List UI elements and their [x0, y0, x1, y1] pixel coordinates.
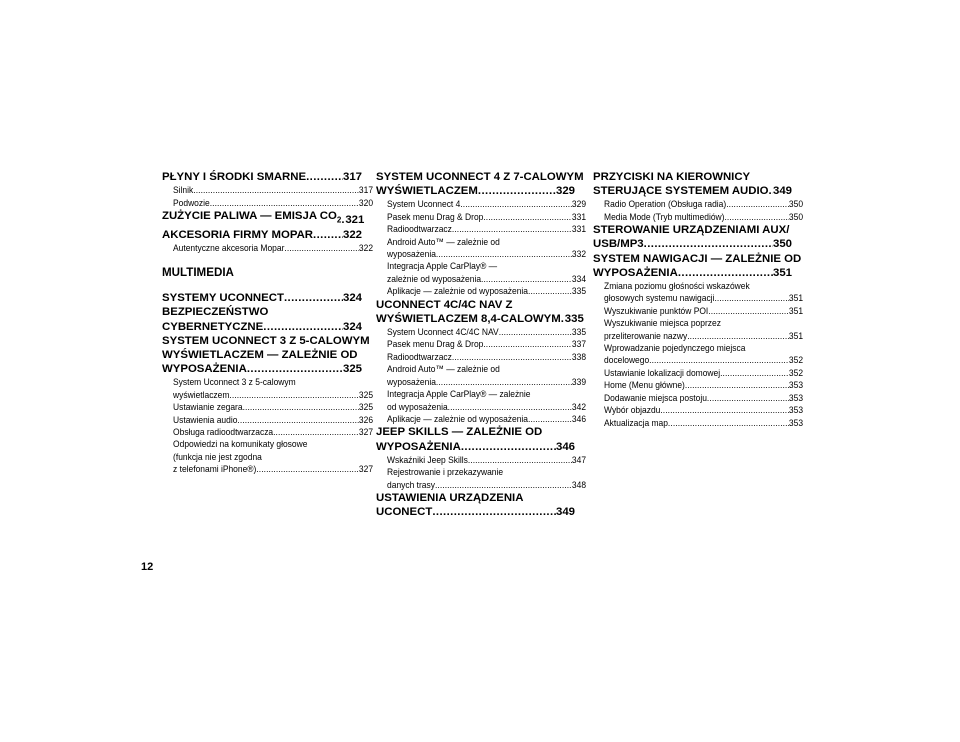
toc-entry-uconnect-systems[interactable]: SYSTEMY UCONNECT ..... 324: [162, 291, 362, 305]
toc-entry-android-auto-2[interactable]: Android Auto™ — zależnie od wyposażenia ..... 339: [376, 363, 586, 388]
toc-entry-mopar-accessories[interactable]: AKCESORIA FIRMY MOPAR ..... 322: [162, 228, 362, 242]
toc-entry-detour[interactable]: Wybór objazdu ..... 353: [593, 404, 803, 416]
toc-entry-media-mode[interactable]: Media Mode (Tryb multimediów) ..... 350: [593, 211, 803, 223]
toc-entry-uconnect-settings[interactable]: USTAWIENIA URZĄDZENIA UCONECT ..... 349: [376, 491, 575, 519]
toc-entry-apps-1[interactable]: Aplikacje — zależnie od wyposażenia ..... 335: [376, 285, 586, 297]
toc-entry-trip-data[interactable]: Rejestrowanie i przekazywanie danych trasy ..... 348: [376, 466, 586, 491]
toc-entry-radio-1[interactable]: Radioodtwarzacz ..... 331: [376, 223, 586, 235]
toc-entry-fuel-consumption[interactable]: ZUŻYCIE PALIWA — EMISJA $CO_2$ ..... 321: [162, 209, 362, 227]
toc-entry-uconnect-4-system[interactable]: System Uconnect 4 ..... 329: [376, 198, 586, 210]
toc-entry-drag-drop-1[interactable]: Pasek menu Drag & Drop ..... 331: [376, 211, 586, 223]
toc-entry-uconnect-3[interactable]: SYSTEM UCONNECT 3 Z 5-CALOWYM WYŚWIETLACZEM — ZALEŻNIE OD WYPOSAŻENIA ..... 325: [162, 334, 362, 377]
toc-entry-jeep-skills[interactable]: JEEP SKILLS — ZALEŻNIE OD WYPOSAŻENIA ..... 346: [376, 425, 575, 453]
toc-entry-add-stop[interactable]: Dodawanie miejsca postoju ..... 353: [593, 392, 803, 404]
page-number: 12: [141, 561, 154, 573]
toc-entry-apps-2[interactable]: Aplikacje — zależnie od wyposażenia ..... 346: [376, 413, 586, 425]
toc-entry-chassis[interactable]: Podwozie ..... 320: [162, 197, 373, 209]
toc-column-2: [376, 170, 587, 519]
toc-entry-steering-audio-controls[interactable]: PRZYCISKI NA KIEROWNICY STERUJĄCE SYSTEMEM AUDIO ..... 349: [593, 170, 792, 198]
toc-entry-fluids[interactable]: PŁYNY I ŚRODKI SMARNE ..... 317: [162, 170, 362, 184]
toc-entry-voice-responses[interactable]: Odpowiedzi na komunikaty głosowe (funkcja nie jest zgodna z telefonami iPhone®) ..... 327: [162, 438, 373, 475]
toc-entry-map-update[interactable]: Aktualizacja map ..... 353: [593, 417, 803, 429]
toc-entry-carplay-1[interactable]: Integracja Apple CarPlay® — zależnie od wyposażenia ..... 334: [376, 260, 586, 285]
toc-entry-radio-2[interactable]: Radioodtwarzacz ..... 338: [376, 351, 586, 363]
toc-entry-engine[interactable]: Silnik ..... 317: [162, 184, 373, 196]
toc-entry-single-destination[interactable]: Wprowadzanie pojedynczego miejsca docelowego ..... 352: [593, 342, 803, 367]
toc-entry-uconnect-3-display[interactable]: System Uconnect 3 z 5-calowym wyświetlaczem ..... 325: [162, 376, 373, 401]
toc-entry-audio-settings[interactable]: Ustawienia audio ..... 326: [162, 414, 373, 426]
toc-entry-radio-operation[interactable]: Obsługa radioodtwarzacza ..... 327: [162, 426, 373, 438]
toc-entry-spell-search[interactable]: Wyszukiwanie miejsca poprzez przeliterowanie nazwy ..... 351: [593, 317, 803, 342]
toc-entry-uconnect-4c[interactable]: UCONNECT 4C/4C NAV Z WYŚWIETLACZEM 8,4-CALOWYM ..... 335: [376, 298, 575, 326]
toc-entry-radio-operation-2[interactable]: Radio Operation (Obsługa radia) ..... 350: [593, 198, 803, 210]
toc-entry-uconnect-4c-system[interactable]: System Uconnect 4C/4C NAV ..... 335: [376, 326, 586, 338]
toc-entry-drag-drop-2[interactable]: Pasek menu Drag & Drop ..... 337: [376, 338, 586, 350]
toc-entry-carplay-2[interactable]: Integracja Apple CarPlay® — zależnie od wyposażenia ..... 342: [376, 388, 586, 413]
toc-entry-uconnect-4[interactable]: SYSTEM UCONNECT 4 Z 7-CALOWYM WYŚWIETLACZEM ..... 329: [376, 170, 575, 198]
toc-entry-clock[interactable]: Ustawianie zegara ..... 325: [162, 401, 373, 413]
toc-entry-poi-search[interactable]: Wyszukiwanie punktów POI ..... 351: [593, 305, 803, 317]
toc-entry-nav-volume[interactable]: Zmiana poziomu głośności wskazówek głosowych systemu nawigacji ..... 351: [593, 280, 803, 305]
section-title: MULTIMEDIA: [162, 266, 234, 280]
toc-entry-home-menu[interactable]: Home (Menu główne) ..... 353: [593, 379, 803, 391]
toc-entry-aux-usb[interactable]: STEROWANIE URZĄDZENIAMI AUX/ USB/MP3 ..... 350: [593, 223, 792, 251]
toc-entry-jeep-skills-indicators[interactable]: Wskaźniki Jeep Skills ..... 347: [376, 454, 586, 466]
toc-entry-android-auto-1[interactable]: Android Auto™ — zależnie od wyposażenia ..... 332: [376, 236, 586, 261]
toc-column-3: [593, 170, 804, 429]
toc-entry-cybersecurity[interactable]: BEZPIECZEŃSTWO CYBERNETYCZNE ..... 324: [162, 305, 362, 333]
toc-entry-home-location[interactable]: Ustawianie lokalizacji domowej ..... 352: [593, 367, 803, 379]
toc-column-1: [162, 170, 374, 476]
toc-entry-authentic-accessories[interactable]: Autentyczne akcesoria Mopar ..... 322: [162, 242, 373, 254]
toc-entry-navigation[interactable]: SYSTEM NAWIGACJI — ZALEŻNIE OD WYPOSAŻENIA ..... 351: [593, 252, 792, 280]
